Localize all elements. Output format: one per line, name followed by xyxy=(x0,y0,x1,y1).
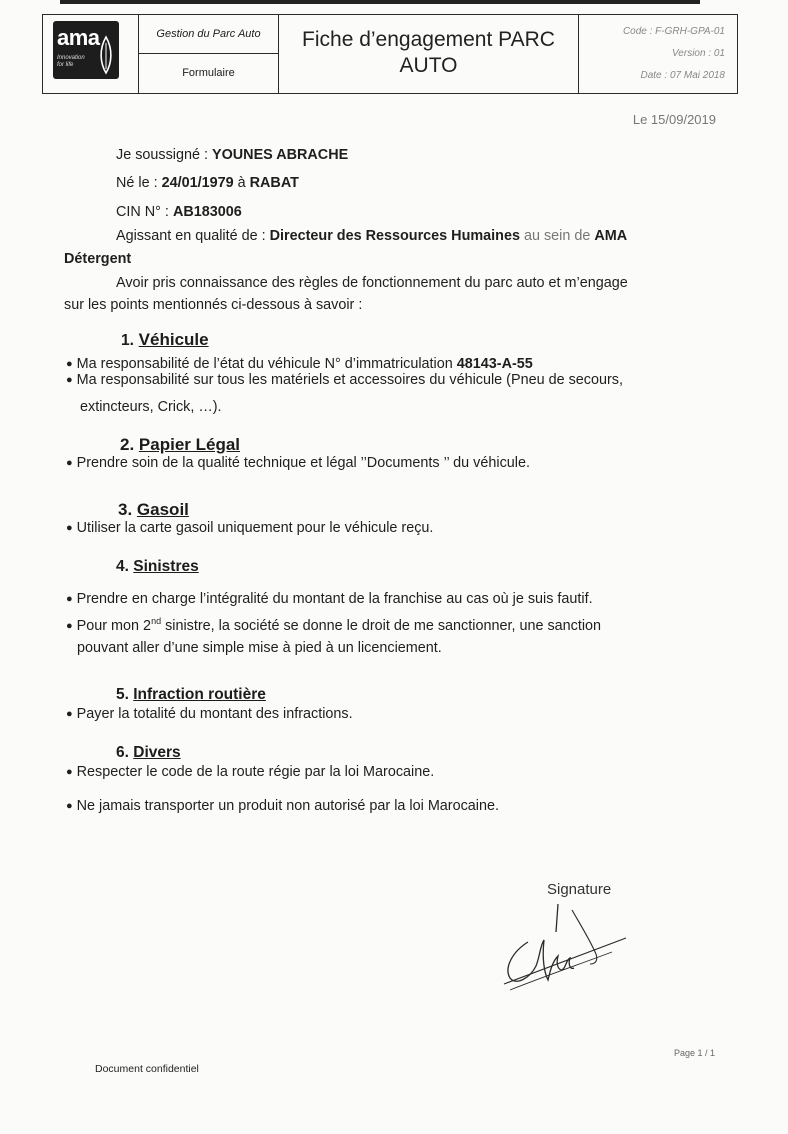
doc-date: Date : 07 Mai 2018 xyxy=(640,70,725,81)
logo-tagline: Innovation for life xyxy=(57,55,85,68)
s6-bullet-2: ● Ne jamais transporter un produit non autorisé par la loi Marocaine. xyxy=(66,798,500,814)
section-4-heading: 4. Sinistres xyxy=(116,558,199,575)
header-meta xyxy=(579,15,737,93)
plate-number: 48143-A-55 xyxy=(456,356,533,372)
s1-bullet-1: ● Ma responsabilité de l’état du véhicule N° d’immatriculation 48143-A-55 xyxy=(66,356,533,372)
company-name: Détergent xyxy=(64,251,132,267)
section-3-heading: 3. Gasoil xyxy=(118,500,189,519)
section-5-heading: 5. Infraction routière xyxy=(116,686,266,703)
ama-logo xyxy=(53,21,119,79)
logo-cell xyxy=(43,15,139,93)
s4-bullet-1: ● Prendre en charge l’intégralité du montant de la franchise au cas où je suis fautif. xyxy=(66,591,593,607)
doc-version: Version : 01 xyxy=(672,48,725,59)
s1-bullet-2: ● Ma responsabilité sur tous les matériels et accessoires du véhicule (Pneu de secours, xyxy=(66,372,623,388)
page-number: Page 1 / 1 xyxy=(674,1048,716,1058)
section-2-heading: 2. Papier Légal xyxy=(120,435,241,454)
document-header xyxy=(42,14,738,94)
s3-bullet-1: ● Utiliser la carte gasoil uniquement pour le véhicule reçu. xyxy=(66,520,434,536)
intro-line-1: Avoir pris connaissance des règles de fonctionnement du parc auto et m’engage xyxy=(116,275,628,291)
s4-bullet-2: ● Pour mon 2nd sinistre, la société se donne le droit de me sanctionner, une sanction xyxy=(66,616,602,634)
doc-code: Code : F-GRH-GPA-01 xyxy=(622,26,725,37)
s4-bullet-2-cont: pouvant aller d’une simple mise à pied à un licenciement. xyxy=(77,640,442,656)
leaf-icon xyxy=(97,35,115,75)
footer-confidential: Document confidentiel xyxy=(95,1063,199,1075)
cin-number: AB183006 xyxy=(172,204,242,220)
s6-bullet-1: ● Respecter le code de la route régie par la loi Marocaine. xyxy=(66,764,435,780)
header-category: Gestion du Parc Auto xyxy=(139,15,279,54)
section-6-heading: 6. Divers xyxy=(116,744,181,761)
employee-name: YOUNES ABRACHE xyxy=(212,147,349,163)
top-edge-line xyxy=(60,0,700,4)
letter-date: Le 15/09/2019 xyxy=(632,112,716,127)
cin-line: CIN N° : AB183006 xyxy=(116,204,242,220)
s5-bullet-1: ● Payer la totalité du montant des infractions. xyxy=(66,706,353,722)
logo-text: ama xyxy=(57,25,100,50)
name-line: Je soussigné : YOUNES ABRACHE xyxy=(116,147,349,163)
section-1-heading: 1. Véhicule xyxy=(121,330,209,349)
handwritten-signature xyxy=(500,900,635,995)
signature-label: Signature xyxy=(547,881,612,898)
s2-bullet-1: ● Prendre soin de la qualité technique et légal ’’Documents ’’ du véhicule. xyxy=(66,455,530,471)
document-title: Fiche d’engagement PARC AUTO xyxy=(279,15,579,93)
intro-line-2: sur les points mentionnés ci-dessous à savoir : xyxy=(64,297,363,313)
header-doc-type: Formulaire xyxy=(139,54,279,93)
s1-bullet-2-cont: extincteurs, Crick, …). xyxy=(80,399,222,415)
birth-line: Né le : 24/01/1979 à RABAT xyxy=(116,175,299,191)
role-line: Agissant en qualité de : Directeur des Ressources Humaines au sein de AMA xyxy=(116,228,628,244)
